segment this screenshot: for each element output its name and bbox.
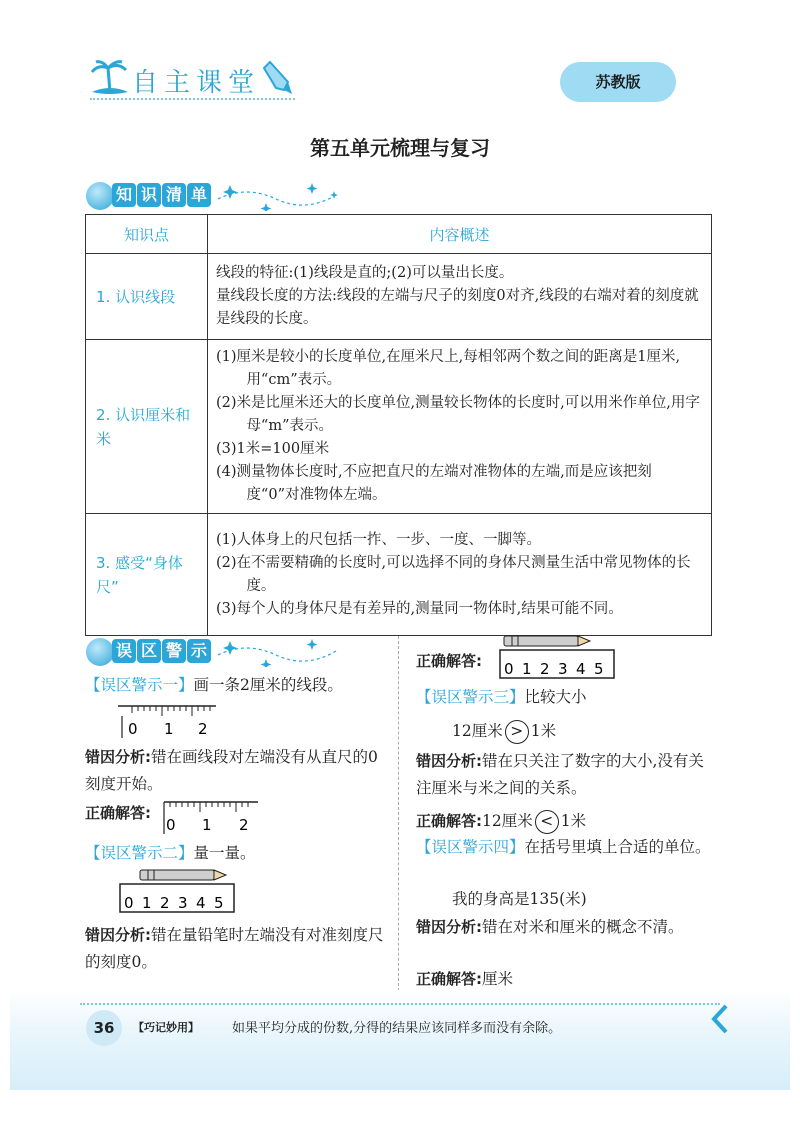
warning-2-prompt [85,840,390,867]
warning-3-prompt [416,684,716,711]
pencil-icon [262,58,296,96]
table-header-point: 知识点 [86,215,208,254]
chevron-left-icon [710,1004,730,1034]
ruler-label: 1 [142,894,152,912]
ruler-label: 2 [239,816,249,834]
warning-4-prompt [416,834,716,861]
banner-char: 误 [112,639,136,663]
content-line: 量线段长度的方法:线段的左端与尺子的刻度0对齐,线段的右端对着的刻度就是线段的长度。 [216,288,699,327]
knowledge-point: 3. 感受“身体尺” [86,514,208,636]
banner-char: 知 [112,183,136,207]
banner-char: 区 [137,639,161,663]
warning-2-tag: 【误区警示二】 [85,844,194,862]
error-text: 错在只关注了数字的大小,没有关注厘米与米之间的关系。 [416,752,704,797]
tip-label: 【巧记妙用】 [133,1021,199,1034]
warning-2-text: 量一量。 [193,844,256,862]
warning-3-tag: 【误区警示三】 [416,688,525,706]
error-text: 错在画线段对左端没有从直尺的0刻度开始。 [85,748,378,793]
ruler-label: 5 [214,894,224,912]
edition-badge: 苏教版 [560,62,676,102]
footer-background [10,990,790,1090]
globe-icon [86,638,114,666]
answer-label: 正确解答: [416,812,482,830]
page-title: 第五单元梳理与复习 [310,136,490,160]
error-label: 错因分析: [85,926,151,944]
content-line: (1)厘米是较小的长度单位,在厘米尺上,每相邻两个数之间的距离是1厘米,用“cm”表示。 [216,349,681,388]
ruler-label: 2 [198,720,208,738]
ruler-label: 4 [576,660,586,678]
palm-tree-icon [88,58,132,98]
knowledge-point: 2. 认识厘米和米 [86,340,208,514]
warning-3-answer [416,808,586,835]
ruler-label: 0 [166,816,176,834]
ruler-label: 1 [164,720,174,738]
warning-1-answer [85,800,151,827]
content-line: (2)在不需要精确的长度时,可以选择不同的身体尺测量生活中常见物体的长度。 [216,554,691,594]
ruler-label: 3 [558,660,568,678]
ruler-label: 1 [522,660,532,678]
section-title: 自主课堂 [132,68,261,98]
page-number: 36 [86,1010,122,1046]
pencil-ruler-correct-drawing [498,634,618,682]
banner-char: 警 [162,639,186,663]
warning-1-tag: 【误区警示一】 [85,676,194,694]
warning-3-error [416,748,716,802]
banner-char: 单 [187,183,211,207]
content-cell [208,340,712,514]
content-line: (1)人体身上的尺包括一拃、一步、一度、一脚等。 [216,531,542,548]
ruler-correct-drawing [160,800,260,834]
compare-symbol: < [535,810,559,834]
table-row [86,514,712,636]
banner-char: 清 [162,183,186,207]
warning-4-sentence: 我的身高是135(米) [452,890,587,908]
ruler-label: 4 [196,894,206,912]
warning-2-error [85,922,390,976]
banner-char: 示 [187,639,211,663]
warning-4-error [416,914,716,941]
warning-4-tag: 【误区警示四】 [416,838,525,856]
ruler-label: 0 [504,660,514,678]
error-text: 错在量铅笔时左端没有对准刻度尺的刻度0。 [85,926,384,971]
ruler-label: 3 [178,894,188,912]
ruler-label: 0 [124,894,134,912]
mistakes-banner [86,637,346,667]
tip-text: 如果平均分成的份数,分得的结果应该同样多而没有余除。 [232,1021,562,1036]
table-row [86,340,712,514]
warning-1-text: 画一条2厘米的线段。 [193,676,343,694]
ruler-label: 5 [594,660,604,678]
warning-1-error [85,744,390,798]
ruler-label: 2 [160,894,170,912]
answer-label: 正确解答: [416,970,482,988]
warning-3-text: 比较大小 [524,688,587,706]
column-divider [398,636,399,996]
error-label: 错因分析: [416,752,482,770]
banner-char: 识 [137,183,161,207]
answer-text: 厘米 [482,970,514,988]
content-line: (3)1米=100厘米 [216,441,330,457]
content-cell [208,254,712,340]
answer-left: 12厘米 [482,812,533,830]
warning-1-prompt [85,672,390,699]
knowledge-table [85,214,712,636]
header-divider [90,98,295,100]
footer-divider [80,1003,720,1005]
answer-label: 正确解答: [85,804,151,822]
ruler-label: 1 [202,816,212,834]
sparkle-decoration-icon [216,637,346,667]
answer-right: 1米 [560,812,587,830]
warning-2-answer [416,648,482,675]
error-text: 错在对米和厘米的概念不清。 [482,918,684,936]
content-line: (4)测量物体长度时,不应把直尺的左端对准物体的左端,而是应该把刻度“0”对准物体左端。 [216,464,652,503]
table-row [86,254,712,340]
compare-left: 12厘米 [452,722,503,740]
compare-symbol: > [505,720,529,744]
warning-4-answer [416,966,513,993]
answer-label: 正确解答: [416,652,482,670]
error-label: 错因分析: [416,918,482,936]
content-line: (3)每个人的身体尺是有差异的,测量同一物体时,结果可能不同。 [216,600,623,617]
ruler-label: 0 [128,720,138,738]
compare-right: 1米 [530,722,557,740]
error-label: 错因分析: [85,748,151,766]
pencil-ruler-drawing [118,868,238,916]
content-line: (2)米是比厘米还大的长度单位,测量较长物体的长度时,可以用米作单位,用字母“m”表示。 [216,395,700,434]
warning-4-text: 在括号里填上合适的单位。 [524,838,711,856]
knowledge-point: 1. 认识线段 [86,254,208,340]
content-line: 线段的特征:(1)线段是直的;(2)可以量出长度。 [216,265,514,281]
globe-icon [86,182,114,210]
ruler-wrong-drawing [118,704,218,738]
knowledge-banner [86,181,346,211]
content-cell [208,514,712,636]
table-header-content: 内容概述 [208,215,712,254]
sparkle-decoration-icon [216,181,346,211]
warning-3-compare [452,718,556,745]
ruler-label: 2 [540,660,550,678]
